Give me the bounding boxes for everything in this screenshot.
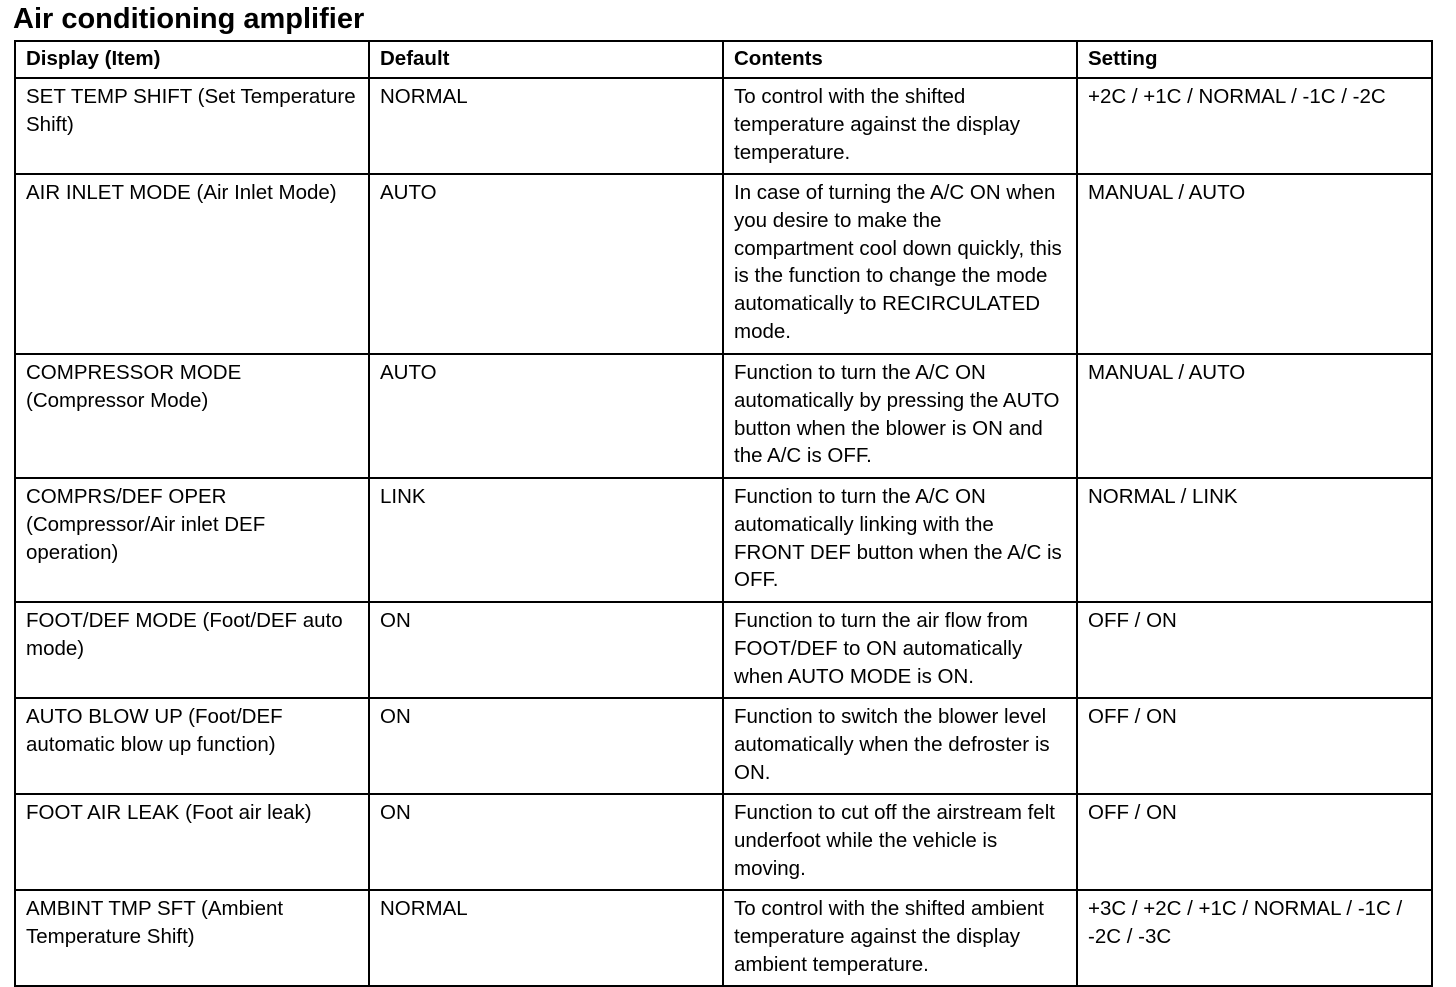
cell-item: AIR INLET MODE (Air Inlet Mode)	[15, 174, 369, 354]
cell-contents: Function to turn the air flow from FOOT/DEF to ON automatically when AUTO MODE is ON.	[723, 602, 1077, 698]
table-row	[15, 794, 1432, 890]
table-row	[15, 354, 1432, 478]
cell-item: AUTO BLOW UP (Foot/DEF automatic blow up function)	[15, 698, 369, 794]
cell-item: AMBINT TMP SFT (Ambient Temperature Shift)	[15, 890, 369, 986]
cell-contents: Function to switch the blower level automatically when the defroster is ON.	[723, 698, 1077, 794]
cell-default: ON	[369, 698, 723, 794]
cell-contents: To control with the shifted ambient temperature against the display ambient temperature.	[723, 890, 1077, 986]
cell-setting: +3C / +2C / +1C / NORMAL / -1C / -2C / -3C	[1077, 890, 1432, 986]
cell-item: FOOT/DEF MODE (Foot/DEF auto mode)	[15, 602, 369, 698]
cell-contents: Function to cut off the airstream felt underfoot while the vehicle is moving.	[723, 794, 1077, 890]
cell-default: LINK	[369, 478, 723, 602]
table-row	[15, 478, 1432, 602]
cell-contents: In case of turning the A/C ON when you desire to make the compartment cool down quickly, this is the function to change the mode automatically to RECIRCULATED mode.	[723, 174, 1077, 354]
cell-setting: +2C / +1C / NORMAL / -1C / -2C	[1077, 78, 1432, 174]
table-header-row	[15, 41, 1432, 78]
cell-setting: OFF / ON	[1077, 602, 1432, 698]
cell-setting: OFF / ON	[1077, 698, 1432, 794]
cell-default: AUTO	[369, 174, 723, 354]
cell-item: COMPRESSOR MODE (Compressor Mode)	[15, 354, 369, 478]
cell-setting: NORMAL / LINK	[1077, 478, 1432, 602]
cell-setting: OFF / ON	[1077, 794, 1432, 890]
cell-default: ON	[369, 794, 723, 890]
cell-setting: MANUAL / AUTO	[1077, 174, 1432, 354]
cell-default: AUTO	[369, 354, 723, 478]
customize-settings-table	[14, 40, 1433, 987]
cell-default: NORMAL	[369, 78, 723, 174]
table-row	[15, 174, 1432, 354]
cell-item: FOOT AIR LEAK (Foot air leak)	[15, 794, 369, 890]
header-setting: Setting	[1077, 41, 1432, 78]
cell-item: COMPRS/DEF OPER (Compressor/Air inlet DEF operation)	[15, 478, 369, 602]
cell-default: ON	[369, 602, 723, 698]
table-row	[15, 698, 1432, 794]
header-default: Default	[369, 41, 723, 78]
header-display-item: Display (Item)	[15, 41, 369, 78]
cell-contents: To control with the shifted temperature against the display temperature.	[723, 78, 1077, 174]
cell-setting: MANUAL / AUTO	[1077, 354, 1432, 478]
cell-default: NORMAL	[369, 890, 723, 986]
cell-item: SET TEMP SHIFT (Set Temperature Shift)	[15, 78, 369, 174]
page-title: Air conditioning amplifier	[13, 3, 365, 35]
table-row	[15, 602, 1432, 698]
table-row	[15, 78, 1432, 174]
cell-contents: Function to turn the A/C ON automatically by pressing the AUTO button when the blower is ON and the A/C is OFF.	[723, 354, 1077, 478]
table-row	[15, 890, 1432, 986]
cell-contents: Function to turn the A/C ON automatically linking with the FRONT DEF button when the A/C is OFF.	[723, 478, 1077, 602]
header-contents: Contents	[723, 41, 1077, 78]
